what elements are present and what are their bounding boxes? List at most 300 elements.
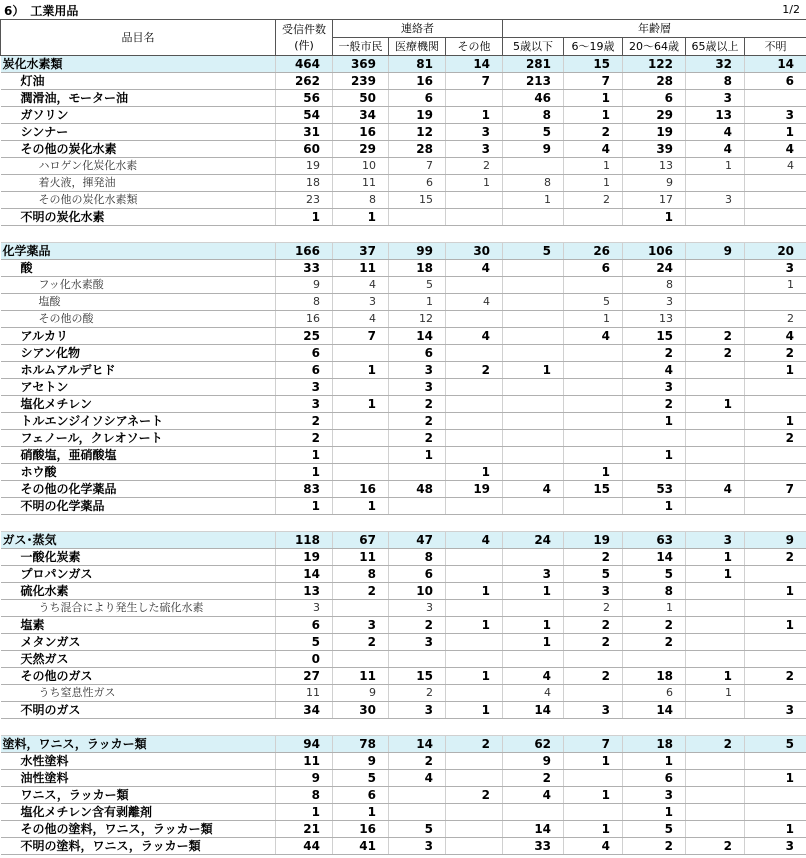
table-cell: 1 xyxy=(686,668,745,685)
row-label xyxy=(1,651,276,668)
table-cell: 7 xyxy=(564,736,623,753)
table-cell: 8 xyxy=(503,175,564,192)
row-label xyxy=(1,192,276,209)
table-cell xyxy=(446,209,503,226)
table-row xyxy=(1,328,806,345)
table-cell xyxy=(686,702,745,719)
table-cell: 4 xyxy=(389,770,446,787)
table-cell: 1 xyxy=(446,107,503,124)
table-cell: 20 xyxy=(745,243,806,260)
row-label-text: ホウ酸 xyxy=(20,465,57,479)
table-cell xyxy=(333,379,389,396)
table-cell: 8 xyxy=(389,549,446,566)
table-cell xyxy=(686,804,745,821)
table-row xyxy=(1,498,806,515)
row-label-text: 潤滑油，モーター油 xyxy=(20,91,129,105)
table-cell xyxy=(446,549,503,566)
table-cell xyxy=(333,430,389,447)
table-cell: 1 xyxy=(389,294,446,311)
table-cell: 9 xyxy=(623,175,686,192)
table-row xyxy=(1,345,806,362)
table-cell: 1 xyxy=(745,362,806,379)
table-cell: 9 xyxy=(276,770,333,787)
table-cell: 7 xyxy=(564,73,623,90)
table-cell xyxy=(446,685,503,702)
row-label-text: 天然ガス xyxy=(20,652,69,666)
table-cell xyxy=(503,413,564,430)
row-label xyxy=(1,107,276,124)
table-cell xyxy=(686,753,745,770)
row-label xyxy=(1,481,276,498)
table-cell xyxy=(446,90,503,107)
row-label-text: 着火液，揮発油 xyxy=(38,176,116,189)
table-row xyxy=(1,685,806,702)
table-cell: 24 xyxy=(503,532,564,549)
table-cell xyxy=(389,209,446,226)
table-cell xyxy=(446,838,503,855)
header-col: 医療機関 xyxy=(389,38,446,56)
table-cell xyxy=(564,379,623,396)
table-cell: 6 xyxy=(623,685,686,702)
table-cell: 1 xyxy=(276,804,333,821)
table-cell: 31 xyxy=(276,124,333,141)
table-cell xyxy=(503,260,564,277)
table-cell: 5 xyxy=(503,124,564,141)
table-cell: 9 xyxy=(503,141,564,158)
table-cell: 14 xyxy=(503,702,564,719)
row-label-text: 水性塗料 xyxy=(20,754,69,768)
table-cell: 8 xyxy=(276,787,333,804)
row-label-text: フェノール，クレオソート xyxy=(20,431,163,445)
table-cell: 0 xyxy=(276,651,333,668)
table-cell: 18 xyxy=(623,668,686,685)
table-cell: 6 xyxy=(745,73,806,90)
table-cell: 16 xyxy=(333,124,389,141)
table-row xyxy=(1,753,806,770)
table-cell: 3 xyxy=(564,702,623,719)
row-label xyxy=(1,260,276,277)
table-cell: 2 xyxy=(564,634,623,651)
table-cell: 16 xyxy=(389,73,446,90)
table-cell xyxy=(564,447,623,464)
table-cell: 33 xyxy=(503,838,564,855)
table-cell: 29 xyxy=(333,141,389,158)
table-cell: 1 xyxy=(333,362,389,379)
table-cell: 4 xyxy=(503,481,564,498)
table-cell: 1 xyxy=(623,209,686,226)
table-cell: 47 xyxy=(389,532,446,549)
table-cell xyxy=(503,396,564,413)
table-cell xyxy=(446,821,503,838)
table-cell: 6 xyxy=(389,345,446,362)
table-cell: 3 xyxy=(623,294,686,311)
table-cell xyxy=(745,396,806,413)
row-label-text: ハロゲン化炭化水素 xyxy=(38,159,138,172)
table-row xyxy=(1,447,806,464)
table-cell: 3 xyxy=(745,107,806,124)
table-cell: 1 xyxy=(564,90,623,107)
table-cell: 122 xyxy=(623,56,686,73)
table-cell: 1 xyxy=(623,447,686,464)
table-cell: 9 xyxy=(503,753,564,770)
table-cell: 213 xyxy=(503,73,564,90)
table-cell: 9 xyxy=(745,532,806,549)
table-row xyxy=(1,532,806,549)
table-cell: 1 xyxy=(623,753,686,770)
table-cell xyxy=(745,685,806,702)
table-cell xyxy=(564,345,623,362)
table-cell: 4 xyxy=(333,311,389,328)
header-age: 年齢層 xyxy=(503,20,806,38)
table-cell: 1 xyxy=(686,566,745,583)
table-cell: 17 xyxy=(623,192,686,209)
table-cell: 7 xyxy=(745,481,806,498)
row-label xyxy=(1,600,276,617)
header-received: 受信件数(件) xyxy=(276,20,333,56)
table-cell: 8 xyxy=(623,277,686,294)
table-cell: 3 xyxy=(446,141,503,158)
table-cell xyxy=(686,209,745,226)
spacer-cell xyxy=(1,719,806,736)
table-cell: 2 xyxy=(564,600,623,617)
table-cell: 2 xyxy=(446,362,503,379)
table-row xyxy=(1,311,806,328)
table-cell: 39 xyxy=(623,141,686,158)
table-cell: 1 xyxy=(686,549,745,566)
table-row xyxy=(1,243,806,260)
table-cell xyxy=(503,209,564,226)
table-cell: 3 xyxy=(745,702,806,719)
table-cell: 1 xyxy=(503,617,564,634)
row-label xyxy=(1,668,276,685)
table-cell xyxy=(503,328,564,345)
table-cell: 15 xyxy=(389,192,446,209)
table-cell: 12 xyxy=(389,124,446,141)
table-cell xyxy=(446,192,503,209)
table-cell: 2 xyxy=(389,413,446,430)
table-cell xyxy=(623,651,686,668)
table-cell: 2 xyxy=(745,345,806,362)
table-cell: 19 xyxy=(446,481,503,498)
table-cell: 3 xyxy=(745,260,806,277)
row-label-text: 不明の炭化水素 xyxy=(20,210,105,224)
table-cell xyxy=(446,804,503,821)
row-label xyxy=(1,413,276,430)
row-label-text: 油性塗料 xyxy=(20,771,69,785)
table-cell: 18 xyxy=(623,736,686,753)
row-label xyxy=(1,345,276,362)
table-row xyxy=(1,73,806,90)
table-cell: 50 xyxy=(333,90,389,107)
table-cell xyxy=(503,311,564,328)
table-cell: 1 xyxy=(276,447,333,464)
table-row xyxy=(1,90,806,107)
spacer-row xyxy=(1,515,806,532)
table-row xyxy=(1,124,806,141)
table-body xyxy=(1,56,806,855)
table-cell xyxy=(446,651,503,668)
table-row xyxy=(1,787,806,804)
table-cell: 1 xyxy=(564,787,623,804)
table-cell xyxy=(389,651,446,668)
row-label-text: 塩化メチレン xyxy=(20,397,92,411)
table-cell: 83 xyxy=(276,481,333,498)
table-cell xyxy=(686,617,745,634)
table-cell: 5 xyxy=(276,634,333,651)
table-cell xyxy=(389,804,446,821)
row-label-text: ワニス，ラッカー類 xyxy=(20,788,129,802)
table-cell: 23 xyxy=(276,192,333,209)
table-cell: 48 xyxy=(389,481,446,498)
row-label-text: 灯油 xyxy=(20,74,45,88)
table-cell: 4 xyxy=(686,141,745,158)
row-label-text: うち混合により発生した硫化水素 xyxy=(38,601,204,614)
table-row xyxy=(1,56,806,73)
row-label xyxy=(1,685,276,702)
table-cell: 5 xyxy=(389,277,446,294)
table-cell: 3 xyxy=(623,379,686,396)
table-cell: 14 xyxy=(389,328,446,345)
table-cell: 1 xyxy=(686,158,745,175)
row-label-text: 不明のガス xyxy=(20,703,81,717)
table-cell: 2 xyxy=(389,430,446,447)
row-label xyxy=(1,158,276,175)
row-label xyxy=(1,634,276,651)
table-cell: 2 xyxy=(564,617,623,634)
table-cell: 94 xyxy=(276,736,333,753)
table-cell xyxy=(446,345,503,362)
table-cell: 4 xyxy=(446,294,503,311)
table-cell xyxy=(446,634,503,651)
table-cell: 8 xyxy=(333,566,389,583)
table-cell: 16 xyxy=(333,481,389,498)
table-cell: 2 xyxy=(276,430,333,447)
table-cell xyxy=(564,209,623,226)
row-label xyxy=(1,583,276,600)
table-cell: 2 xyxy=(564,668,623,685)
table-cell: 2 xyxy=(623,617,686,634)
table-cell: 2 xyxy=(686,345,745,362)
row-label-text: 炭化水素類 xyxy=(2,57,63,71)
table-cell xyxy=(745,753,806,770)
table-cell: 1 xyxy=(745,583,806,600)
table-cell xyxy=(686,787,745,804)
table-cell: 1 xyxy=(745,124,806,141)
table-cell: 1 xyxy=(564,464,623,481)
row-label-text: シアン化物 xyxy=(20,346,81,360)
table-cell: 3 xyxy=(686,90,745,107)
table-cell: 1 xyxy=(503,634,564,651)
table-cell xyxy=(686,311,745,328)
row-label-text: 塩素 xyxy=(20,618,45,632)
table-cell: 30 xyxy=(333,702,389,719)
table-cell: 15 xyxy=(389,668,446,685)
table-cell xyxy=(333,345,389,362)
table-cell xyxy=(564,277,623,294)
table-cell: 11 xyxy=(276,753,333,770)
table-cell: 4 xyxy=(686,481,745,498)
table-cell xyxy=(745,209,806,226)
table-cell: 5 xyxy=(564,566,623,583)
table-cell: 19 xyxy=(389,107,446,124)
row-label-text: その他のガス xyxy=(20,669,93,683)
table-cell xyxy=(686,447,745,464)
table-cell xyxy=(745,192,806,209)
table-cell xyxy=(503,345,564,362)
table-cell xyxy=(745,651,806,668)
row-label xyxy=(1,294,276,311)
row-label xyxy=(1,821,276,838)
table-cell: 6 xyxy=(276,345,333,362)
row-label xyxy=(1,396,276,413)
table-cell: 1 xyxy=(276,498,333,515)
table-cell: 4 xyxy=(503,685,564,702)
table-cell: 4 xyxy=(745,141,806,158)
table-row xyxy=(1,464,806,481)
table-cell: 15 xyxy=(623,328,686,345)
row-label xyxy=(1,838,276,855)
table-cell: 1 xyxy=(686,396,745,413)
table-row xyxy=(1,617,806,634)
table-cell: 3 xyxy=(564,583,623,600)
table-cell: 14 xyxy=(446,56,503,73)
table-cell: 2 xyxy=(389,617,446,634)
table-cell: 3 xyxy=(686,192,745,209)
table-cell: 2 xyxy=(333,583,389,600)
table-cell: 2 xyxy=(446,158,503,175)
spacer-cell xyxy=(1,515,806,532)
table-cell xyxy=(564,430,623,447)
table-cell: 2 xyxy=(745,430,806,447)
row-label xyxy=(1,379,276,396)
table-cell: 2 xyxy=(745,549,806,566)
table-cell xyxy=(446,430,503,447)
table-cell: 8 xyxy=(333,192,389,209)
table-cell: 5 xyxy=(623,821,686,838)
table-cell xyxy=(686,379,745,396)
table-cell: 1 xyxy=(745,413,806,430)
table-cell: 9 xyxy=(333,753,389,770)
row-label-text: 不明の塗料，ワニス，ラッカー類 xyxy=(20,839,201,853)
table-cell: 5 xyxy=(623,566,686,583)
table-cell xyxy=(503,379,564,396)
table-cell: 1 xyxy=(446,702,503,719)
header-col: その他 xyxy=(446,38,503,56)
table-cell: 1 xyxy=(503,362,564,379)
table-cell: 19 xyxy=(276,158,333,175)
table-cell: 28 xyxy=(623,73,686,90)
table-cell: 4 xyxy=(745,158,806,175)
table-cell: 7 xyxy=(333,328,389,345)
table-cell: 1 xyxy=(446,464,503,481)
table-cell: 2 xyxy=(623,345,686,362)
table-cell xyxy=(446,600,503,617)
table-cell: 3 xyxy=(446,124,503,141)
table-cell: 1 xyxy=(503,583,564,600)
table-cell: 6 xyxy=(623,90,686,107)
table-cell: 1 xyxy=(446,175,503,192)
table-cell: 9 xyxy=(333,685,389,702)
table-cell: 25 xyxy=(276,328,333,345)
header-col: 一般市民 xyxy=(333,38,389,56)
table-cell: 1 xyxy=(564,158,623,175)
table-cell xyxy=(686,430,745,447)
table-cell xyxy=(623,464,686,481)
row-label xyxy=(1,243,276,260)
row-label xyxy=(1,804,276,821)
table-cell: 2 xyxy=(276,413,333,430)
table-cell: 239 xyxy=(333,73,389,90)
table-cell: 4 xyxy=(564,141,623,158)
table-cell xyxy=(686,277,745,294)
table-cell: 14 xyxy=(745,56,806,73)
table-cell: 13 xyxy=(623,158,686,175)
row-label-text: 塗料，ワニス，ラッカー類 xyxy=(2,737,147,751)
table-cell: 1 xyxy=(276,464,333,481)
table-cell xyxy=(503,804,564,821)
table-row xyxy=(1,294,806,311)
table-row xyxy=(1,413,806,430)
table-cell xyxy=(446,770,503,787)
page-number: 1/2 xyxy=(782,3,800,16)
spacer-row xyxy=(1,226,806,243)
table-cell xyxy=(745,804,806,821)
table-cell: 3 xyxy=(389,838,446,855)
table-cell: 6 xyxy=(276,617,333,634)
table-cell xyxy=(503,651,564,668)
table-cell: 5 xyxy=(389,821,446,838)
header-col: 5歳以下 xyxy=(503,38,564,56)
table-row xyxy=(1,158,806,175)
table-cell: 14 xyxy=(389,736,446,753)
table-cell: 1 xyxy=(745,770,806,787)
table-cell xyxy=(686,651,745,668)
table-cell: 4 xyxy=(564,328,623,345)
table-cell: 8 xyxy=(276,294,333,311)
table-cell: 1 xyxy=(446,617,503,634)
row-label xyxy=(1,175,276,192)
table-cell: 32 xyxy=(686,56,745,73)
table-cell xyxy=(686,634,745,651)
table-cell: 2 xyxy=(564,192,623,209)
table-cell: 1 xyxy=(503,192,564,209)
table-cell: 67 xyxy=(333,532,389,549)
row-label xyxy=(1,362,276,379)
table-row xyxy=(1,838,806,855)
table-cell xyxy=(686,770,745,787)
table-cell: 24 xyxy=(623,260,686,277)
table-row xyxy=(1,583,806,600)
table-cell xyxy=(503,549,564,566)
table-cell xyxy=(446,277,503,294)
table-cell: 11 xyxy=(276,685,333,702)
table-row xyxy=(1,804,806,821)
table-row xyxy=(1,362,806,379)
table-cell: 2 xyxy=(745,668,806,685)
row-label xyxy=(1,209,276,226)
row-label-text: その他の炭化水素 xyxy=(20,142,117,156)
table-cell: 13 xyxy=(623,311,686,328)
table-cell: 1 xyxy=(745,821,806,838)
table-cell: 11 xyxy=(333,549,389,566)
row-label xyxy=(1,566,276,583)
table-cell: 3 xyxy=(276,379,333,396)
header-col: 不明 xyxy=(745,38,806,56)
table-cell: 14 xyxy=(623,549,686,566)
table-cell: 5 xyxy=(564,294,623,311)
table-cell: 15 xyxy=(564,56,623,73)
row-label xyxy=(1,736,276,753)
